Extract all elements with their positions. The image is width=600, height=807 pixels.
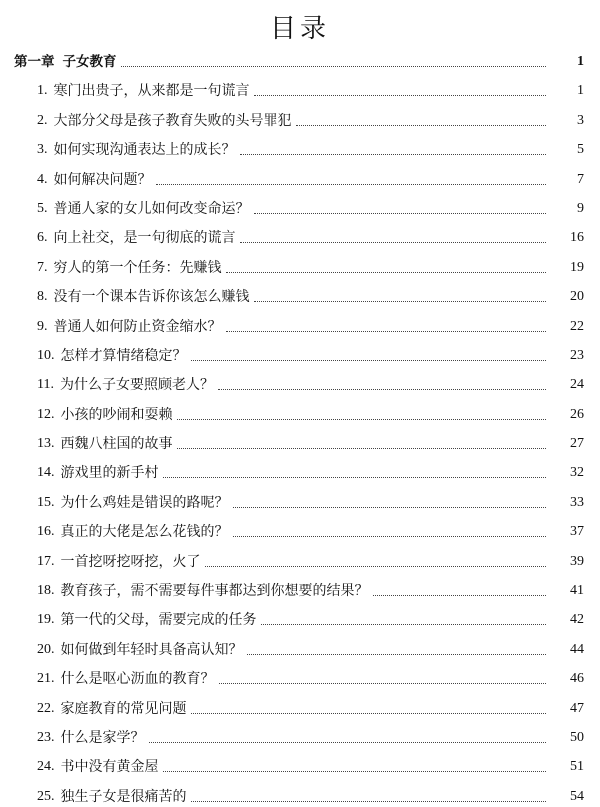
entry-label bbox=[0, 524, 550, 540]
toc-entry[interactable] bbox=[0, 658, 600, 687]
toc-entry[interactable] bbox=[0, 687, 600, 716]
page-number: 32 bbox=[570, 465, 584, 481]
toc-entry[interactable] bbox=[0, 246, 600, 275]
entry-title: 没有一个课本告诉你该怎么赚钱 bbox=[53, 289, 250, 306]
toc-entry[interactable] bbox=[0, 746, 600, 775]
entry-title: 向上社交，是一句彻底的谎言 bbox=[53, 230, 236, 247]
entry-number: 24. bbox=[37, 759, 55, 775]
entry-number: 20. bbox=[37, 641, 55, 657]
chapter-label bbox=[0, 54, 550, 70]
toc-entry[interactable] bbox=[0, 305, 600, 334]
toc-entry[interactable] bbox=[0, 393, 600, 422]
entry-label bbox=[0, 83, 550, 99]
entry-title: 家庭教育的常见问题 bbox=[60, 700, 187, 717]
entry-title: 如何解决问题？ bbox=[53, 171, 152, 188]
entry-label bbox=[0, 436, 550, 452]
entry-number: 14. bbox=[37, 465, 55, 481]
page-number: 46 bbox=[570, 671, 584, 687]
toc-entry[interactable] bbox=[0, 335, 600, 364]
entry-title: 游戏里的新手村 bbox=[60, 465, 159, 482]
chapter-title: 子女教育 bbox=[62, 54, 117, 70]
entry-title: 什么是家学？ bbox=[60, 729, 145, 746]
entry-label bbox=[0, 642, 550, 658]
page-number: 23 bbox=[570, 347, 584, 363]
page-number: 41 bbox=[570, 583, 584, 599]
entry-label bbox=[0, 407, 550, 423]
dot-leader bbox=[261, 624, 547, 625]
page-number: 27 bbox=[570, 436, 584, 452]
entry-title: 穷人的第一个任务：先赚钱 bbox=[53, 259, 222, 276]
toc-entry[interactable] bbox=[0, 628, 600, 657]
dot-leader bbox=[121, 66, 547, 67]
page-number: 16 bbox=[570, 230, 584, 246]
toc-entry[interactable] bbox=[0, 217, 600, 246]
entry-title: 独生子女是很痛苦的 bbox=[60, 788, 187, 805]
toc-entry[interactable] bbox=[0, 540, 600, 569]
dot-leader bbox=[226, 331, 547, 332]
entry-number: 1. bbox=[37, 83, 48, 99]
toc-entry[interactable] bbox=[0, 99, 600, 128]
entry-title: 如何做到年轻时具备高认知？ bbox=[60, 641, 243, 658]
page-number: 3 bbox=[577, 112, 584, 128]
table-of-contents bbox=[0, 44, 600, 805]
page-number: 7 bbox=[577, 171, 584, 187]
entry-label bbox=[0, 348, 550, 364]
page-number: 19 bbox=[570, 259, 584, 275]
entry-number: 16. bbox=[37, 524, 55, 540]
page-number: 39 bbox=[570, 553, 584, 569]
page-number: 54 bbox=[570, 788, 584, 804]
entry-title: 第一代的父母，需要完成的任务 bbox=[60, 612, 257, 629]
dot-leader bbox=[254, 95, 547, 96]
entry-label bbox=[0, 260, 550, 276]
page-number: 51 bbox=[570, 759, 584, 775]
entry-title: 一首挖呀挖呀挖，火了 bbox=[60, 553, 201, 570]
entry-number: 22. bbox=[37, 700, 55, 716]
dot-leader bbox=[191, 360, 547, 361]
page-number: 47 bbox=[570, 700, 584, 716]
entry-title: 大部分父母是孩子教育失败的头号罪犯 bbox=[53, 112, 292, 129]
page-number: 5 bbox=[577, 142, 584, 158]
toc-entry[interactable] bbox=[0, 276, 600, 305]
entry-number: 8. bbox=[37, 289, 48, 305]
entry-number: 25. bbox=[37, 788, 55, 804]
entry-number: 11. bbox=[37, 377, 54, 393]
entry-title: 怎样才算情绪稳定？ bbox=[60, 347, 187, 364]
toc-entry[interactable] bbox=[0, 511, 600, 540]
page-number: 22 bbox=[570, 318, 584, 334]
toc-entry[interactable] bbox=[0, 129, 600, 158]
dot-leader bbox=[163, 477, 547, 478]
entry-label bbox=[0, 671, 550, 687]
entry-label bbox=[0, 172, 550, 188]
dot-leader bbox=[254, 301, 547, 302]
dot-leader bbox=[156, 184, 547, 185]
entry-number: 12. bbox=[37, 406, 55, 422]
entry-label bbox=[0, 554, 550, 570]
dot-leader bbox=[296, 125, 547, 126]
entry-number: 3. bbox=[37, 142, 48, 158]
dot-leader bbox=[177, 448, 547, 449]
dot-leader bbox=[163, 771, 547, 772]
toc-entry[interactable] bbox=[0, 452, 600, 481]
dot-leader bbox=[254, 213, 547, 214]
page-number: 44 bbox=[570, 641, 584, 657]
entry-label bbox=[0, 583, 550, 599]
entry-title: 为什么子女要照顾老人？ bbox=[59, 377, 214, 394]
entry-number: 23. bbox=[37, 729, 55, 745]
entry-label bbox=[0, 495, 550, 511]
dot-leader bbox=[226, 272, 547, 273]
entry-label bbox=[0, 201, 550, 217]
entry-title: 寒门出贵子，从来都是一句谎言 bbox=[53, 83, 250, 100]
toc-entry[interactable] bbox=[0, 158, 600, 187]
toc-entry[interactable] bbox=[0, 364, 600, 393]
chapter-number: 第一章 bbox=[14, 54, 55, 70]
entry-label bbox=[0, 730, 550, 746]
entry-title: 普通人家的女儿如何改变命运？ bbox=[53, 200, 250, 217]
toc-entry[interactable] bbox=[0, 481, 600, 510]
toc-entry[interactable] bbox=[0, 599, 600, 628]
entry-title: 真正的大佬是怎么花钱的？ bbox=[60, 524, 229, 541]
dot-leader bbox=[233, 536, 547, 537]
page-number: 20 bbox=[570, 289, 584, 305]
entry-title: 西魏八柱国的故事 bbox=[60, 436, 173, 453]
entry-number: 2. bbox=[37, 112, 48, 128]
dot-leader bbox=[373, 595, 547, 596]
page-title: 目录 bbox=[269, 14, 330, 44]
entry-number: 19. bbox=[37, 612, 55, 628]
toc-entry[interactable] bbox=[0, 188, 600, 217]
dot-leader bbox=[218, 389, 546, 390]
dot-leader bbox=[191, 713, 547, 714]
entry-title: 普通人如何防止资金缩水？ bbox=[53, 318, 222, 335]
entry-label bbox=[0, 759, 550, 775]
entry-title: 书中没有黄金屋 bbox=[60, 759, 159, 776]
entry-label bbox=[0, 142, 550, 158]
dot-leader bbox=[205, 566, 547, 567]
entry-label bbox=[0, 789, 550, 805]
toc-entry[interactable] bbox=[0, 423, 600, 452]
entry-number: 7. bbox=[37, 259, 48, 275]
dot-leader bbox=[149, 742, 547, 743]
entry-title: 什么是呕心沥血的教育？ bbox=[60, 671, 215, 688]
entry-label bbox=[0, 289, 550, 305]
page-number: 1 bbox=[577, 54, 584, 69]
toc-entry[interactable] bbox=[0, 775, 600, 804]
entry-label bbox=[0, 113, 550, 129]
entry-number: 17. bbox=[37, 553, 55, 569]
page-number: 9 bbox=[577, 200, 584, 216]
dot-leader bbox=[240, 242, 547, 243]
toc-entry[interactable] bbox=[0, 717, 600, 746]
entry-label bbox=[0, 377, 550, 393]
entry-number: 4. bbox=[37, 171, 48, 187]
page-number: 37 bbox=[570, 524, 584, 540]
page-number: 26 bbox=[570, 406, 584, 422]
page-number: 1 bbox=[577, 83, 584, 99]
entry-number: 5. bbox=[37, 200, 48, 216]
dot-leader bbox=[247, 654, 547, 655]
dot-leader bbox=[233, 507, 547, 508]
entry-number: 18. bbox=[37, 583, 55, 599]
entry-number: 15. bbox=[37, 494, 55, 510]
entry-label bbox=[0, 465, 550, 481]
dot-leader bbox=[219, 683, 547, 684]
entry-title: 教育孩子，需不需要每件事都达到你想要的结果？ bbox=[60, 583, 369, 600]
page-number: 42 bbox=[570, 612, 584, 628]
dot-leader bbox=[240, 154, 547, 155]
entry-label bbox=[0, 230, 550, 246]
toc-entry[interactable] bbox=[0, 570, 600, 599]
toc-entry[interactable] bbox=[0, 70, 600, 99]
dot-leader bbox=[191, 801, 547, 802]
page-number: 33 bbox=[570, 494, 584, 510]
entry-number: 6. bbox=[37, 230, 48, 246]
entry-label bbox=[0, 701, 550, 717]
entry-number: 10. bbox=[37, 347, 55, 363]
entry-title: 小孩的吵闹和耍赖 bbox=[60, 406, 173, 423]
entry-number: 21. bbox=[37, 671, 55, 687]
dot-leader bbox=[177, 419, 547, 420]
chapter-heading[interactable] bbox=[0, 44, 600, 70]
entry-label bbox=[0, 319, 550, 335]
entry-number: 13. bbox=[37, 436, 55, 452]
entry-title: 如何实现沟通表达上的成长？ bbox=[53, 142, 236, 159]
page-number: 50 bbox=[570, 729, 584, 745]
entry-number: 9. bbox=[37, 318, 48, 334]
page-number: 24 bbox=[570, 377, 584, 393]
entry-title: 为什么鸡娃是错误的路呢？ bbox=[60, 494, 229, 511]
entry-label bbox=[0, 612, 550, 628]
